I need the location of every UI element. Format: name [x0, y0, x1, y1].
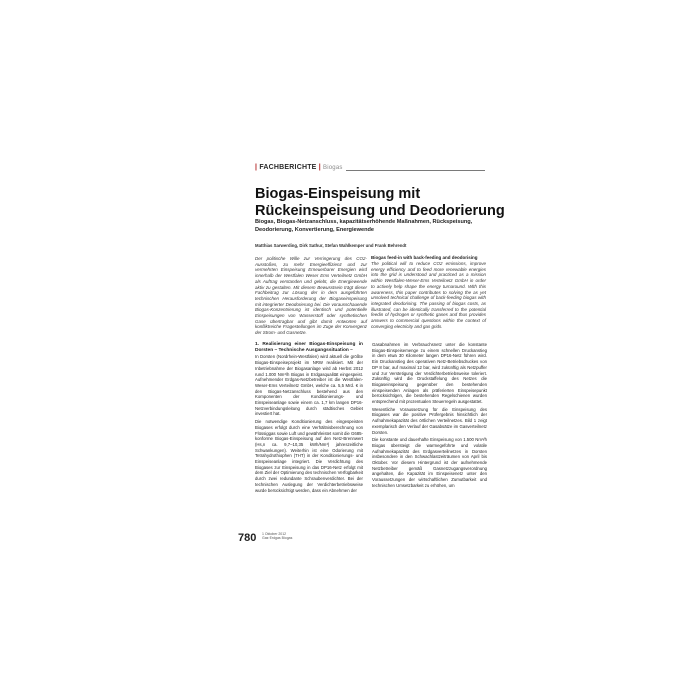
paragraph: Wesentliche Voraussetzung für die Einspeisung des Biogases war die positive Prüfergebnis hinsichtlich der Aufnahmekapazität des örtlichen Verteilnetzes. Bild 1 zeigt exemplarisch den Verlauf der Gasabsätze im Gasverteilnetz Dorsten.	[372, 406, 487, 435]
section-title: FACHBERICHTE	[259, 164, 317, 171]
paragraph: Die notwendige Konditionierung des eingespeisten Biogases erfolgt durch eine Verhältnisberechnung von Flüssiggas sowie Luft und gewährleistet somit die G685-konforme Biogas-Einspeisung auf den Netz-Brennwert (Hs,n ca. 9,7–10,35 kWh/Nm³) jahreszeitliche Schwankungen). Weiterhin ist eine Odorierung mit Tetrahydrothiophen (THT) in der Konditionierungs- und Einspeiseanlage integriert. Die Verdichtung des Biogases zur Einspeisung in das DP16-Netz erfolgt mit dem Ziel der Optimierung des technischen Verfügbarkeit durch zwei redundante Schraubenverdichter. Bei der technischen Auslegung der Verdichterbetriebsweise wurde berücksichtigt werden, dass ein Abnehmen der	[255, 419, 363, 493]
footer-date: 1 Oktober 2012	[262, 532, 287, 536]
abstract-german: Der politische Wille zur Verringerung des CO2-Ausstoßes, zu mehr Energieeffizienz und zur vermehrten Einspeisung Erneuerbarer Energien wird innerhalb der Westfalen Weser Ems Verteilnetz GmbH als Auftrag verstanden und gelebt, die Energiewende aktiv zu gestalten. Mit diesem Bewusstsein trägt dieser Fachbeitrag zur Lösung der in dem ausgeführten technischen Herausforderung der Biogaseinspeisung mit integrierter Deodorierung bei. Die vorausschauende Biogas-Konzentrierung ist identisch und potentielle Einspeisungen von Wasserstoff oder synthetischen Gase übertragbar und gibt damit Antworten auf konfliktreiche Fragestellungen im Zuge der Konvergenz der Strom- und Gasnetze.	[255, 256, 367, 336]
section-subtitle: Biogas	[323, 165, 343, 171]
section-divider: |	[318, 164, 324, 171]
abstract-english: The political will to reduce CO2 emissions, improve energy efficiency and to feed more renewable energies into the grid is understood and practiced as a mission within Westfalen-Weser-Ems Verteilnetz GmbH in order to actively help shape the energy turnaround. With this awareness, this paper contributes to solving the as yet unsolved technical challenge of back-feeding biogas with integrated deodorising. The passing of biogas costs, as illustrated, can be identically transferred to the potential feedin of hydrogen or synthetic gases and thus provides answers to commercial questions within the context of converging electricity and gas grids.	[371, 261, 486, 329]
section-marker: |	[255, 164, 260, 171]
footer-meta	[262, 532, 292, 540]
section-label	[255, 164, 346, 171]
section-header	[255, 164, 485, 176]
article-title: Biogas-Einspeisung mit Rückeinspeisung und Deodorierung	[255, 186, 505, 219]
abstract-english-title: Biogas feed-in with back-feeding and deodorising	[371, 255, 478, 260]
paragraph: In Dorsten (Nordrhein-Westfalen) wird aktuell die größte Biogas-Einspeiseprojekt im NRW realisiert. Mit der Inbetriebnahme der Biogasanlage wird ab Herbst 2012 rund 1.000 Nm³/h Biogas in Erdgasqualität eingespeist. Aufnehmender Erdgas-Netzbetreiber ist die Westfalen-Weser-Ems Verteilnetz GmbH, welche ca. 5,5 Mrd. € in den Biogas-Netzanschluss bestehend aus den Komponenten der Konditionierungs- und Einspeiseanlage sowie einem ca. 1,7 km langen DP16-Netzverbindungsleitung durch städtisches Gebiet investiert hat.	[255, 354, 363, 417]
page-number: 780	[238, 532, 257, 544]
body-column-left	[255, 342, 363, 495]
article-authors: Matthias Sarwerding, Dirk Sathur, Stefan Wahlkemper und Frank Behrendt	[255, 243, 407, 248]
paragraph: Gasabnahmen im Verbrauchsnetz unter die konstante Biogas-Einspeisemenge zu einem schnellen Druckanstieg in dem etwa 30 Kilometer langen DP16-Netz führen wird. Ein Druckanstieg des operativen Netz-Betriebsdruckes von DP 8 bar, auf maximal 12 bar, wird zukünftig als Netzpuffer und zur Verstetigung der Verdichterbetriebsweise toleriert. Zukünftig wird die Druckstaffelung des Netzes die Biogaseinspeisung gegenüber den bestehenden einspeisenden Anlagen als präferierten Einspeisepunkt berücksichtigen, die bestehenden Regelschienen wurden entsprechend mit prozentualen Steuerregeln ausgestattet.	[372, 342, 487, 405]
footer-publication: Gas·Erdgas Biogas	[262, 536, 293, 541]
paragraph: Die konstante und dauerhafte Einspeisung von 1.500 Nm³/h Biogas übersteigt die warmegeführte und volatile Aufnahmekapazität des Erdgasverteilnetzes in Dorsten insbesondere in den Schwachlastzeiträumen von April bis Oktober. Vor diesem Hintergrund ist der aufnehmende Netzbetreiber gemäß Gasnetzzugangsverordnung angehalten, die Kapazität im Einspeisenetz unter den Voraussetzungen der wirtschaftlichen Zumutbarkeit und technischen Umsetzbarkeit zu erhöhen, um	[372, 437, 487, 488]
article-keywords: Biogas, Biogas-Netzanschluss, kapazitätserhöhende Maßnahmen, Rückspeisung, Deodorierung, Konvertierung, Energiewende	[255, 219, 473, 233]
body-column-right	[372, 342, 487, 491]
section-heading: 1. Realisierung einer Biogas-Einspeisung in Dorsten – Technische Ausgangssituation –	[255, 342, 363, 353]
